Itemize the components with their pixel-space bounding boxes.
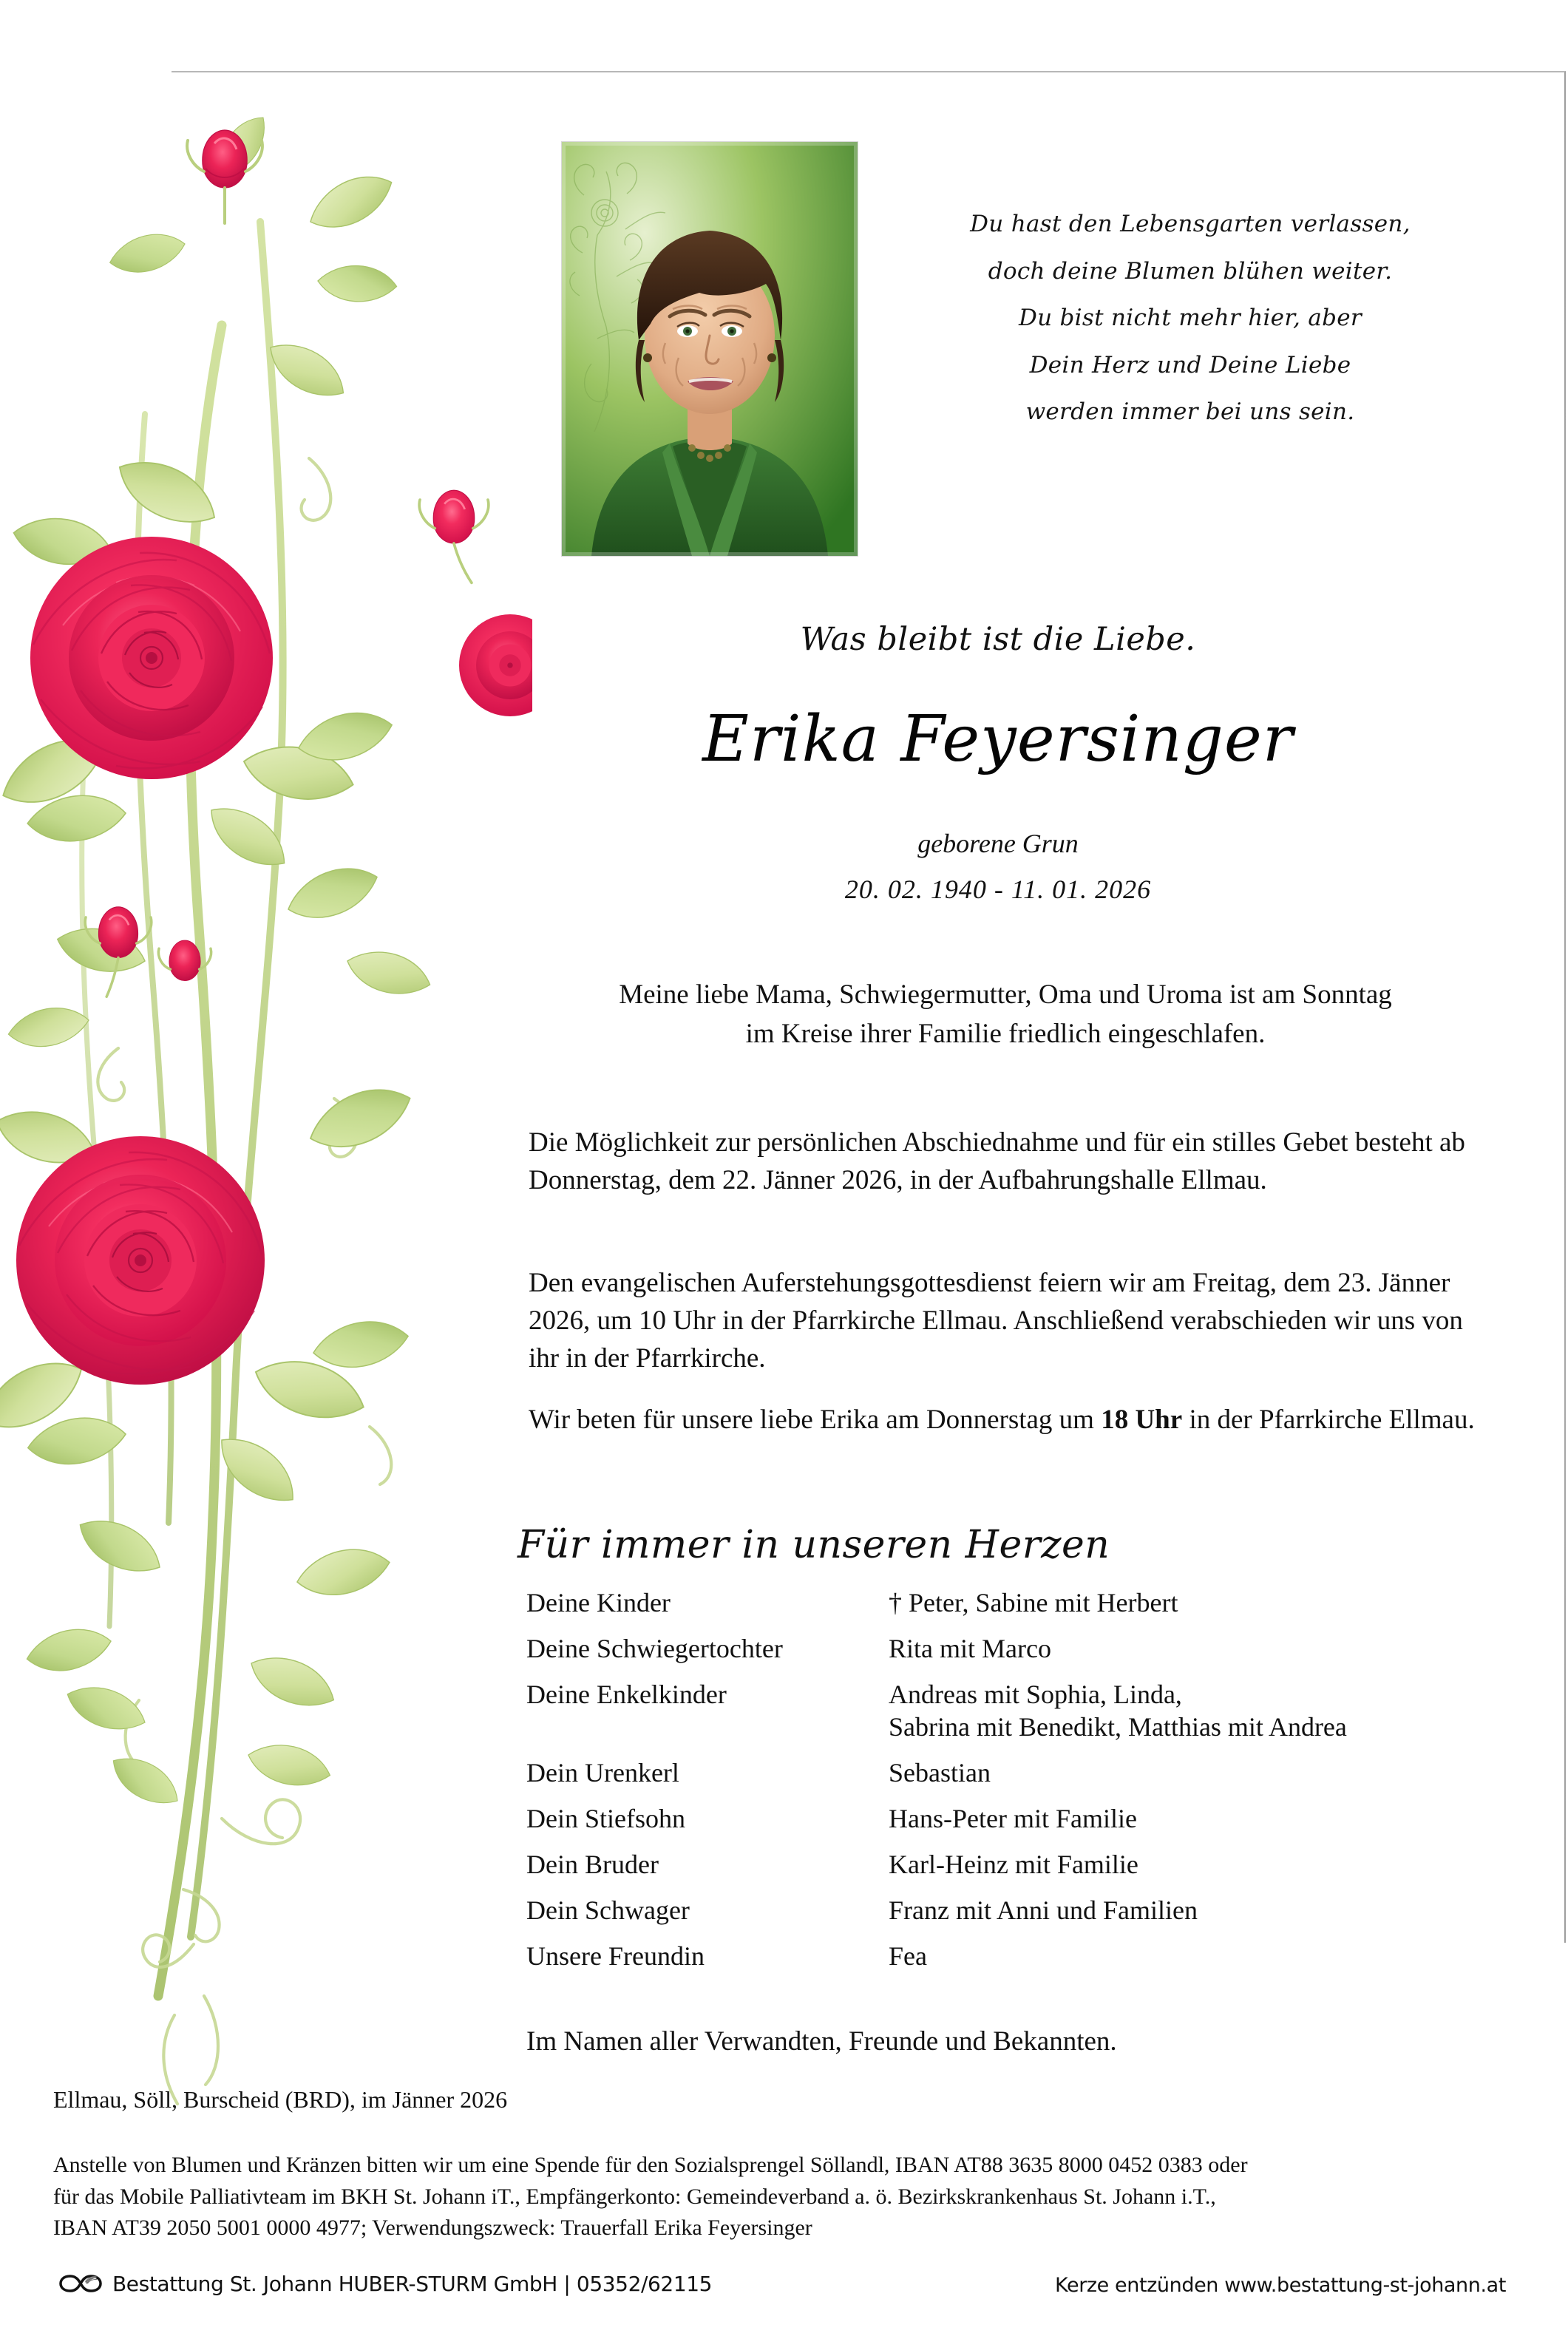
announcement-lead-line2: im Kreise ihrer Familie friedlich eingeschlafen.	[745, 1018, 1266, 1049]
family-row	[526, 1589, 1502, 1616]
donation-line1: Anstelle von Blumen und Kränzen bitten wir um eine Spende für den Sozialsprengel Söllandl, IBAN AT88 3635 8000 0452 0383 oder	[53, 2153, 1248, 2177]
in-name-of-all: Im Namen aller Verwandten, Freunde und Bekannten.	[526, 2026, 1117, 2057]
family-row	[526, 1943, 1502, 1969]
family-relation: Deine Schwiegertochter	[526, 1634, 783, 1663]
family-relation: Unsere Freundin	[526, 1941, 705, 1971]
family-row	[526, 1635, 1502, 1662]
rose-border-decoration	[0, 0, 532, 2218]
family-relation: Dein Stiefsohn	[526, 1804, 685, 1833]
memorial-motto: Was bleibt ist die Liebe.	[800, 621, 1196, 658]
portrait-photo	[562, 142, 858, 556]
poem-line: doch deine Blumen blühen weiter.	[988, 257, 1393, 285]
poem-line: werden immer bei uns sein.	[1025, 398, 1355, 426]
family-relation: Deine Enkelkinder	[526, 1680, 727, 1709]
family-names-line2: Sabrina mit Benedikt, Matthias mit Andrea	[889, 1712, 1347, 1742]
footer-company-text: Bestattung St. Johann HUBER-STURM GmbH | 05352/62115	[112, 2271, 713, 2296]
family-names: † Peter, Sabine mit Herbert	[889, 1588, 1178, 1617]
family-row	[526, 1759, 1502, 1786]
infinity-feather-logo	[59, 2271, 102, 2296]
family-names: Rita mit Marco	[889, 1634, 1051, 1663]
family-relation: Deine Kinder	[526, 1588, 671, 1617]
family-heading: Für immer in unseren Herzen	[517, 1523, 1110, 1567]
prayer-paragraph	[529, 1401, 1490, 1439]
poem-line: Du bist nicht mehr hier, aber	[1018, 305, 1362, 332]
prayer-text-pre: Wir beten für unsere liebe Erika am Donnerstag um	[529, 1405, 1102, 1435]
family-relation: Dein Urenkerl	[526, 1758, 679, 1787]
family-row	[526, 1851, 1502, 1878]
family-names: Hans-Peter mit Familie	[889, 1804, 1137, 1833]
life-dates: 20. 02. 1940 - 11. 01. 2026	[844, 875, 1152, 904]
family-names: Sebastian	[889, 1758, 991, 1787]
footer-bar	[0, 2271, 1568, 2315]
family-row	[526, 1681, 1502, 1740]
family-row	[526, 1805, 1502, 1832]
poem-line: Du hast den Lebensgarten verlassen,	[970, 211, 1411, 237]
viewing-paragraph: Die Möglichkeit zur persönlichen Abschiednahme und für ein stilles Gebet besteht ab Donnerstag, dem 22. Jänner 2026, in der Aufbahrungshalle Ellmau.	[529, 1127, 1465, 1196]
family-relation: Dein Bruder	[526, 1850, 659, 1879]
poem-line: Dein Herz und Deine Liebe	[1029, 351, 1351, 378]
announcement-lead-line1: Meine liebe Mama, Schwiegermutter, Oma und Uroma ist am Sonntag	[619, 979, 1392, 1010]
donation-line2: für das Mobile Palliativteam im BKH St. Johann iT., Empfängerkonto: Gemeindeverband a. ö. Bezirkskrankenhaus St. Johann i.T.,	[53, 2184, 1216, 2209]
memorial-poem	[961, 201, 1419, 436]
donation-line3: IBAN AT39 2050 5001 0000 4977; Verwendungszweck: Trauerfall Erika Feyersinger	[53, 2216, 812, 2241]
family-names: Fea	[889, 1941, 927, 1971]
footer-candle-link[interactable]: Kerze entzünden www.bestattung-st-johann.at	[1055, 2274, 1506, 2297]
prayer-time: 18 Uhr	[1101, 1405, 1183, 1435]
family-row	[526, 1897, 1502, 1924]
portrait-image	[562, 142, 858, 556]
footer-company	[59, 2271, 712, 2296]
family-names	[889, 1681, 1502, 1740]
maiden-name: geborene Grun	[917, 829, 1079, 858]
announcement-lead	[517, 976, 1493, 1053]
donation-note	[53, 2150, 1524, 2244]
family-relation: Dein Schwager	[526, 1895, 690, 1925]
prayer-text-post: in der Pfarrkirche Ellmau.	[1182, 1405, 1475, 1435]
family-list	[526, 1589, 1502, 1989]
family-names-line1: Andreas mit Sophia, Linda,	[889, 1680, 1182, 1709]
deceased-name: Erika Feyersinger	[702, 702, 1294, 776]
family-names: Franz mit Anni und Familien	[889, 1895, 1198, 1925]
family-names: Karl-Heinz mit Familie	[889, 1850, 1138, 1879]
place-and-date: Ellmau, Söll, Burscheid (BRD), im Jänner 2026	[53, 2086, 508, 2113]
service-paragraph: Den evangelischen Auferstehungsgottesdienst feiern wir am Freitag, dem 23. Jänner 2026, um 10 Uhr in der Pfarrkirche Ellmau. Anschließend verabschieden wir uns von ihr in der Pfarrkirche.	[529, 1268, 1463, 1374]
